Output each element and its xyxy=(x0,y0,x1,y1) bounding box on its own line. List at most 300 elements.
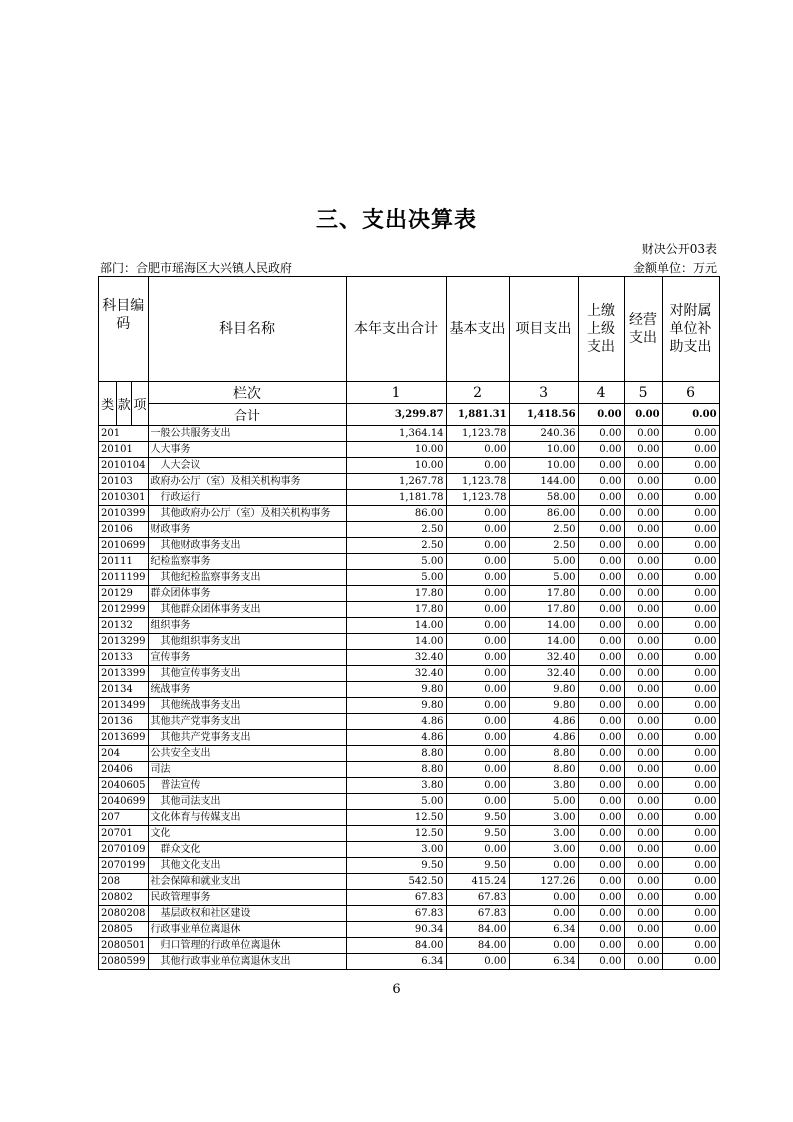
header-row xyxy=(99,277,720,382)
amount-cell: 0.00 xyxy=(624,746,662,762)
amount-cell: 0.00 xyxy=(624,762,662,778)
amount-cell: 0.00 xyxy=(662,650,719,666)
amount-cell: 0.00 xyxy=(446,682,509,698)
amount-cell: 8.80 xyxy=(509,762,578,778)
total-value: 1,881.31 xyxy=(446,404,509,426)
amount-cell: 0.00 xyxy=(662,890,719,906)
subject-name: 政府办公厅（室）及相关机构事务 xyxy=(148,474,346,490)
amount-cell: 0.00 xyxy=(624,586,662,602)
subject-name: 其他共产党事务支出 xyxy=(148,730,346,746)
total-label: 合计 xyxy=(148,404,346,426)
amount-cell: 0.00 xyxy=(624,842,662,858)
table-row xyxy=(99,730,720,746)
amount-cell: 0.00 xyxy=(624,858,662,874)
subject-code: 20132 xyxy=(99,618,149,634)
page-title: 三、支出决算表 xyxy=(315,207,477,233)
subject-name: 社会保障和就业支出 xyxy=(148,874,346,890)
subject-name: 文化 xyxy=(148,826,346,842)
amount-cell: 8.80 xyxy=(346,762,446,778)
subject-code: 2011199 xyxy=(99,570,149,586)
amount-cell: 4.86 xyxy=(509,730,578,746)
table-row xyxy=(99,698,720,714)
amount-cell: 0.00 xyxy=(578,810,624,826)
page-number: 6 xyxy=(392,982,401,997)
subject-code: 2013399 xyxy=(99,666,149,682)
header-lanci: 栏次 xyxy=(148,382,346,404)
amount-cell: 1,123.78 xyxy=(446,490,509,506)
amount-cell: 17.80 xyxy=(509,586,578,602)
subject-code: 2040699 xyxy=(99,794,149,810)
table-row xyxy=(99,714,720,730)
amount-cell: 32.40 xyxy=(346,666,446,682)
subject-code: 207 xyxy=(99,810,149,826)
amount-cell: 0.00 xyxy=(446,842,509,858)
amount-cell: 542.50 xyxy=(346,874,446,890)
amount-cell: 0.00 xyxy=(662,954,719,970)
amount-cell: 14.00 xyxy=(346,618,446,634)
amount-unit-label: 金额单位：万元 xyxy=(632,261,717,275)
table-row xyxy=(99,810,720,826)
amount-cell: 0.00 xyxy=(446,586,509,602)
subject-name: 公共安全支出 xyxy=(148,746,346,762)
table-row xyxy=(99,586,720,602)
amount-cell: 10.00 xyxy=(346,442,446,458)
subject-code: 20103 xyxy=(99,474,149,490)
amount-cell: 1,123.78 xyxy=(446,474,509,490)
subject-name: 人大会议 xyxy=(148,458,346,474)
subject-name: 其他司法支出 xyxy=(148,794,346,810)
amount-cell: 0.00 xyxy=(624,490,662,506)
amount-cell: 127.26 xyxy=(509,874,578,890)
amount-cell: 86.00 xyxy=(346,506,446,522)
amount-cell: 0.00 xyxy=(662,682,719,698)
amount-cell: 0.00 xyxy=(624,634,662,650)
amount-cell: 0.00 xyxy=(578,730,624,746)
header-name: 科目名称 xyxy=(148,277,346,382)
amount-cell: 17.80 xyxy=(509,602,578,618)
table-row xyxy=(99,666,720,682)
amount-cell: 14.00 xyxy=(509,634,578,650)
subject-code: 2013699 xyxy=(99,730,149,746)
amount-cell: 0.00 xyxy=(624,618,662,634)
col-number-4: 4 xyxy=(578,382,624,404)
amount-cell: 32.40 xyxy=(346,650,446,666)
subject-code: 20106 xyxy=(99,522,149,538)
table-row xyxy=(99,954,720,970)
amount-cell: 0.00 xyxy=(662,826,719,842)
amount-cell: 0.00 xyxy=(578,570,624,586)
department-label: 部门：合肥市瑶海区大兴镇人民政府 xyxy=(100,261,293,275)
amount-cell: 84.00 xyxy=(446,922,509,938)
amount-cell: 0.00 xyxy=(662,458,719,474)
subject-name: 其他财政事务支出 xyxy=(148,538,346,554)
amount-cell: 3.80 xyxy=(346,778,446,794)
subject-code: 20805 xyxy=(99,922,149,938)
header-subsidy: 对附属单位补助支出 xyxy=(662,277,719,382)
amount-cell: 0.00 xyxy=(624,810,662,826)
table-row xyxy=(99,794,720,810)
amount-cell: 0.00 xyxy=(446,634,509,650)
amount-cell: 0.00 xyxy=(446,442,509,458)
amount-cell: 5.00 xyxy=(346,794,446,810)
subject-code: 20129 xyxy=(99,586,149,602)
amount-cell: 0.00 xyxy=(662,810,719,826)
amount-cell: 67.83 xyxy=(346,890,446,906)
subject-name: 人大事务 xyxy=(148,442,346,458)
subject-name: 群众文化 xyxy=(148,842,346,858)
amount-cell: 67.83 xyxy=(446,906,509,922)
amount-cell: 84.00 xyxy=(346,938,446,954)
amount-cell: 6.34 xyxy=(509,954,578,970)
amount-cell: 0.00 xyxy=(578,474,624,490)
amount-cell: 0.00 xyxy=(624,474,662,490)
amount-cell: 9.50 xyxy=(446,810,509,826)
amount-cell: 0.00 xyxy=(578,506,624,522)
amount-cell: 10.00 xyxy=(346,458,446,474)
amount-cell: 0.00 xyxy=(662,746,719,762)
col-number-6: 6 xyxy=(662,382,719,404)
amount-cell: 0.00 xyxy=(624,538,662,554)
amount-cell: 2.50 xyxy=(509,538,578,554)
table-row xyxy=(99,778,720,794)
header-upper: 上缴上级支出 xyxy=(578,277,624,382)
amount-cell: 0.00 xyxy=(578,442,624,458)
subject-name: 行政运行 xyxy=(148,490,346,506)
amount-cell: 0.00 xyxy=(624,874,662,890)
amount-cell: 0.00 xyxy=(624,794,662,810)
subject-name: 普法宣传 xyxy=(148,778,346,794)
amount-cell: 86.00 xyxy=(509,506,578,522)
amount-cell: 10.00 xyxy=(509,458,578,474)
header-kuan: 款 xyxy=(117,382,132,426)
amount-cell: 0.00 xyxy=(662,698,719,714)
header-business: 经营支出 xyxy=(624,277,662,382)
amount-cell: 0.00 xyxy=(446,554,509,570)
amount-cell: 0.00 xyxy=(662,906,719,922)
amount-cell: 6.34 xyxy=(509,922,578,938)
amount-cell: 1,181.78 xyxy=(346,490,446,506)
amount-cell: 0.00 xyxy=(624,714,662,730)
amount-cell: 14.00 xyxy=(346,634,446,650)
amount-cell: 0.00 xyxy=(578,538,624,554)
table-row xyxy=(99,938,720,954)
amount-cell: 0.00 xyxy=(509,858,578,874)
amount-cell: 0.00 xyxy=(624,506,662,522)
header-lei: 类 xyxy=(99,382,117,426)
amount-cell: 0.00 xyxy=(509,890,578,906)
amount-cell: 0.00 xyxy=(578,490,624,506)
amount-cell: 0.00 xyxy=(578,746,624,762)
amount-cell: 0.00 xyxy=(624,922,662,938)
amount-cell: 0.00 xyxy=(578,922,624,938)
subject-name: 一般公共服务支出 xyxy=(148,426,346,442)
subject-code: 2080208 xyxy=(99,906,149,922)
amount-cell: 0.00 xyxy=(446,602,509,618)
amount-cell: 9.50 xyxy=(346,858,446,874)
amount-cell: 32.40 xyxy=(509,666,578,682)
subject-code: 2010104 xyxy=(99,458,149,474)
amount-cell: 415.24 xyxy=(446,874,509,890)
amount-cell: 3.00 xyxy=(509,826,578,842)
subject-name: 其他政府办公厅（室）及相关机构事务 xyxy=(148,506,346,522)
table-row xyxy=(99,426,720,442)
amount-cell: 0.00 xyxy=(662,842,719,858)
amount-cell: 0.00 xyxy=(624,602,662,618)
subject-name: 基层政权和社区建设 xyxy=(148,906,346,922)
amount-cell: 0.00 xyxy=(662,794,719,810)
amount-cell: 0.00 xyxy=(578,522,624,538)
subject-name: 其他行政事业单位离退休支出 xyxy=(148,954,346,970)
table-row xyxy=(99,506,720,522)
table-row xyxy=(99,826,720,842)
amount-cell: 3.80 xyxy=(509,778,578,794)
amount-cell: 0.00 xyxy=(578,890,624,906)
subject-code: 20136 xyxy=(99,714,149,730)
amount-cell: 4.86 xyxy=(346,714,446,730)
amount-cell: 0.00 xyxy=(578,954,624,970)
amount-cell: 0.00 xyxy=(662,426,719,442)
subject-name: 其他群众团体事务支出 xyxy=(148,602,346,618)
amount-cell: 0.00 xyxy=(624,906,662,922)
amount-cell: 9.80 xyxy=(346,698,446,714)
subject-name: 其他组织事务支出 xyxy=(148,634,346,650)
table-row xyxy=(99,618,720,634)
amount-cell: 0.00 xyxy=(624,730,662,746)
table-row xyxy=(99,554,720,570)
amount-cell: 0.00 xyxy=(578,650,624,666)
amount-cell: 9.80 xyxy=(509,682,578,698)
amount-cell: 0.00 xyxy=(624,522,662,538)
amount-cell: 0.00 xyxy=(662,522,719,538)
col-number-1: 1 xyxy=(346,382,446,404)
amount-cell: 0.00 xyxy=(509,938,578,954)
table-row xyxy=(99,650,720,666)
amount-cell: 0.00 xyxy=(578,554,624,570)
table-row xyxy=(99,858,720,874)
amount-cell: 67.83 xyxy=(346,906,446,922)
amount-cell: 0.00 xyxy=(662,666,719,682)
amount-cell: 5.00 xyxy=(346,554,446,570)
subject-name: 归口管理的行政单位离退休 xyxy=(148,938,346,954)
amount-cell: 1,364.14 xyxy=(346,426,446,442)
amount-cell: 10.00 xyxy=(509,442,578,458)
table-row xyxy=(99,490,720,506)
amount-cell: 0.00 xyxy=(662,730,719,746)
subject-code: 20111 xyxy=(99,554,149,570)
amount-cell: 1,123.78 xyxy=(446,426,509,442)
table-row xyxy=(99,538,720,554)
amount-cell: 0.00 xyxy=(578,666,624,682)
amount-cell: 0.00 xyxy=(578,794,624,810)
subject-name: 纪检监察事务 xyxy=(148,554,346,570)
col-number-2: 2 xyxy=(446,382,509,404)
amount-cell: 0.00 xyxy=(446,650,509,666)
amount-cell: 0.00 xyxy=(578,842,624,858)
subject-code: 2080599 xyxy=(99,954,149,970)
amount-cell: 0.00 xyxy=(624,938,662,954)
amount-cell: 0.00 xyxy=(662,490,719,506)
subject-code: 208 xyxy=(99,874,149,890)
subject-name: 其他文化支出 xyxy=(148,858,346,874)
amount-cell: 0.00 xyxy=(578,778,624,794)
subject-name: 民政管理事务 xyxy=(148,890,346,906)
amount-cell: 0.00 xyxy=(624,650,662,666)
amount-cell: 0.00 xyxy=(662,634,719,650)
amount-cell: 0.00 xyxy=(446,506,509,522)
amount-cell: 9.50 xyxy=(446,826,509,842)
table-row xyxy=(99,442,720,458)
amount-cell: 0.00 xyxy=(578,698,624,714)
col-number-5: 5 xyxy=(624,382,662,404)
amount-cell: 8.80 xyxy=(346,746,446,762)
amount-cell: 0.00 xyxy=(662,506,719,522)
amount-cell: 0.00 xyxy=(624,666,662,682)
amount-cell: 0.00 xyxy=(578,634,624,650)
total-value: 3,299.87 xyxy=(346,404,446,426)
amount-cell: 5.00 xyxy=(509,794,578,810)
amount-cell: 0.00 xyxy=(578,618,624,634)
amount-cell: 0.00 xyxy=(446,698,509,714)
amount-cell: 0.00 xyxy=(624,570,662,586)
amount-cell: 3.00 xyxy=(509,842,578,858)
amount-cell: 8.80 xyxy=(509,746,578,762)
table-row xyxy=(99,762,720,778)
subject-name: 宣传事务 xyxy=(148,650,346,666)
amount-cell: 0.00 xyxy=(662,874,719,890)
subject-name: 其他共产党事务支出 xyxy=(148,714,346,730)
amount-cell: 0.00 xyxy=(578,682,624,698)
table-row xyxy=(99,634,720,650)
table-row xyxy=(99,682,720,698)
subject-code: 20802 xyxy=(99,890,149,906)
amount-cell: 0.00 xyxy=(578,458,624,474)
header-project: 项目支出 xyxy=(509,277,578,382)
amount-cell: 0.00 xyxy=(578,602,624,618)
subject-code: 2013499 xyxy=(99,698,149,714)
amount-cell: 1,267.78 xyxy=(346,474,446,490)
col-number-3: 3 xyxy=(509,382,578,404)
subject-code: 2010399 xyxy=(99,506,149,522)
amount-cell: 240.36 xyxy=(509,426,578,442)
column-number-row xyxy=(99,382,720,404)
total-value: 0.00 xyxy=(624,404,662,426)
subject-name: 其他纪检监察事务支出 xyxy=(148,570,346,586)
subject-code: 201 xyxy=(99,426,149,442)
subject-code: 20134 xyxy=(99,682,149,698)
subject-name: 司法 xyxy=(148,762,346,778)
amount-cell: 3.00 xyxy=(346,842,446,858)
amount-cell: 9.50 xyxy=(446,858,509,874)
subject-code: 2080501 xyxy=(99,938,149,954)
amount-cell: 2.50 xyxy=(346,538,446,554)
amount-cell: 2.50 xyxy=(509,522,578,538)
amount-cell: 0.00 xyxy=(446,746,509,762)
amount-cell: 0.00 xyxy=(578,426,624,442)
amount-cell: 0.00 xyxy=(578,858,624,874)
table-row xyxy=(99,458,720,474)
subject-code: 2013299 xyxy=(99,634,149,650)
amount-cell: 0.00 xyxy=(624,826,662,842)
amount-cell: 0.00 xyxy=(662,714,719,730)
amount-cell: 12.50 xyxy=(346,810,446,826)
amount-cell: 4.86 xyxy=(346,730,446,746)
amount-cell: 84.00 xyxy=(446,938,509,954)
table-row xyxy=(99,570,720,586)
subject-code: 2010301 xyxy=(99,490,149,506)
amount-cell: 0.00 xyxy=(446,794,509,810)
amount-cell: 0.00 xyxy=(662,858,719,874)
amount-cell: 0.00 xyxy=(578,762,624,778)
total-value: 0.00 xyxy=(662,404,719,426)
amount-cell: 90.34 xyxy=(346,922,446,938)
amount-cell: 6.34 xyxy=(346,954,446,970)
amount-cell: 17.80 xyxy=(346,586,446,602)
table-row xyxy=(99,474,720,490)
amount-cell: 12.50 xyxy=(346,826,446,842)
amount-cell: 0.00 xyxy=(446,618,509,634)
amount-cell: 0.00 xyxy=(446,570,509,586)
amount-cell: 0.00 xyxy=(446,714,509,730)
amount-cell: 9.80 xyxy=(346,682,446,698)
subject-code: 2010699 xyxy=(99,538,149,554)
form-code: 财决公开03表 xyxy=(641,242,717,256)
amount-cell: 0.00 xyxy=(624,554,662,570)
header-basic: 基本支出 xyxy=(446,277,509,382)
amount-cell: 0.00 xyxy=(446,954,509,970)
subject-code: 20101 xyxy=(99,442,149,458)
amount-cell: 14.00 xyxy=(509,618,578,634)
amount-cell: 0.00 xyxy=(446,778,509,794)
amount-cell: 0.00 xyxy=(624,954,662,970)
subject-name: 文化体育与传媒支出 xyxy=(148,810,346,826)
amount-cell: 0.00 xyxy=(624,682,662,698)
table-row xyxy=(99,746,720,762)
amount-cell: 0.00 xyxy=(446,730,509,746)
subject-code: 2012999 xyxy=(99,602,149,618)
amount-cell: 0.00 xyxy=(662,538,719,554)
table-row xyxy=(99,522,720,538)
subject-name: 财政事务 xyxy=(148,522,346,538)
amount-cell: 0.00 xyxy=(662,938,719,954)
amount-cell: 0.00 xyxy=(446,762,509,778)
subject-name: 统战事务 xyxy=(148,682,346,698)
amount-cell: 0.00 xyxy=(446,522,509,538)
amount-cell: 0.00 xyxy=(446,458,509,474)
amount-cell: 0.00 xyxy=(624,426,662,442)
amount-cell: 17.80 xyxy=(346,602,446,618)
subject-code: 20406 xyxy=(99,762,149,778)
table-row xyxy=(99,874,720,890)
amount-cell: 0.00 xyxy=(509,906,578,922)
subject-name: 其他宣传事务支出 xyxy=(148,666,346,682)
amount-cell: 5.00 xyxy=(509,554,578,570)
amount-cell: 0.00 xyxy=(578,714,624,730)
table-row xyxy=(99,890,720,906)
subject-name: 组织事务 xyxy=(148,618,346,634)
table-row xyxy=(99,602,720,618)
amount-cell: 0.00 xyxy=(624,698,662,714)
amount-cell: 0.00 xyxy=(624,778,662,794)
expenditure-table xyxy=(98,276,720,970)
header-code-group: 科目编码 xyxy=(99,277,149,382)
amount-cell: 0.00 xyxy=(662,618,719,634)
subject-code: 2040605 xyxy=(99,778,149,794)
total-value: 1,418.56 xyxy=(509,404,578,426)
amount-cell: 0.00 xyxy=(624,442,662,458)
amount-cell: 0.00 xyxy=(662,570,719,586)
amount-cell: 144.00 xyxy=(509,474,578,490)
amount-cell: 0.00 xyxy=(662,762,719,778)
